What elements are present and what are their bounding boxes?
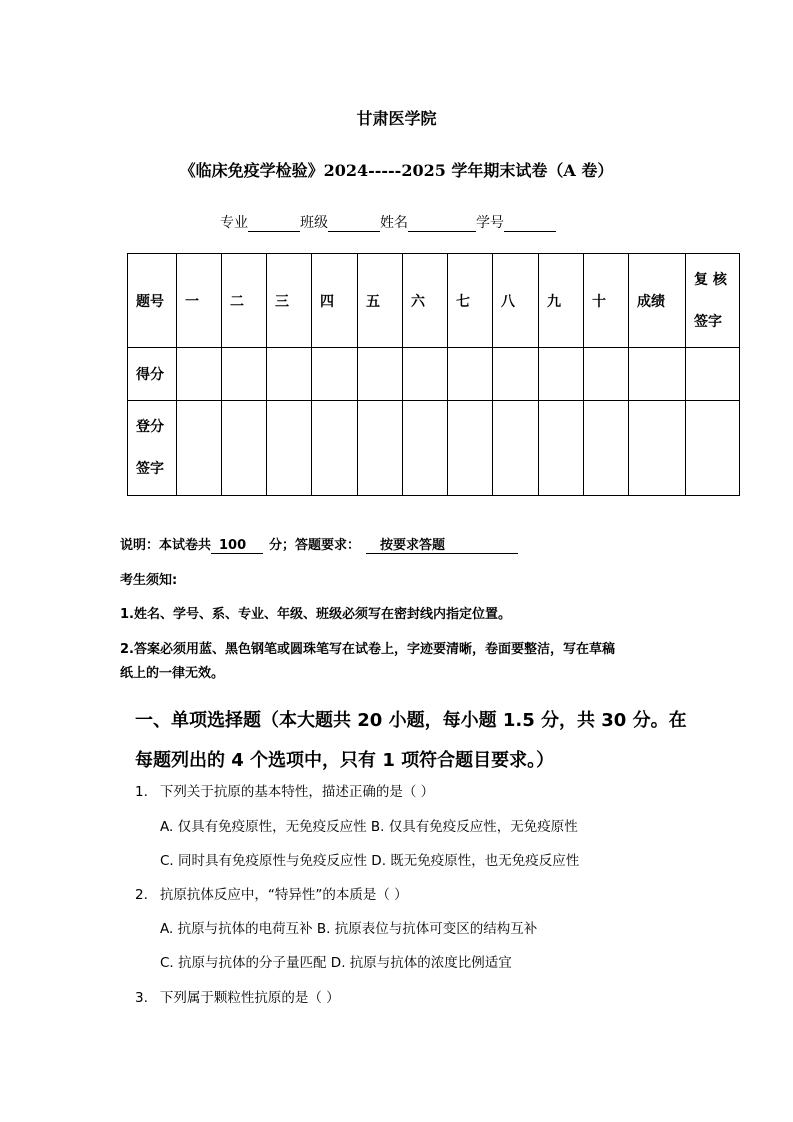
header-cell: 三 [267,254,312,348]
score-cell[interactable] [312,348,358,401]
signer-row-label [128,401,177,496]
header-cell: 五 [358,254,403,348]
signer-cell[interactable] [222,401,267,496]
notice-item-1: 1.姓名、学号、系、专业、年级、班级必须写在密封线内指定位置。 [120,607,511,622]
student-id-field[interactable] [504,217,556,232]
name-field[interactable] [408,217,476,232]
signer-cell[interactable] [177,401,222,496]
notice-title: 考生须知: [120,573,178,588]
description-mid: 分；答题要求： [269,538,361,553]
question-stem: 下列关于抗原的基本特性，描述正确的是（ ） [159,784,435,800]
question-2-options-cd: C. 抗原与抗体的分子量匹配 D. 抗原与抗体的浓度比例适宜 [160,955,512,971]
answer-requirement: 按要求答题 [366,534,518,554]
notice-item-2: 2.答案必须用蓝、黑色钢笔或圆珠笔写在试卷上，字迹要清晰，卷面要整洁，写在草稿 [120,642,615,657]
score-row-label: 得分 [128,348,177,401]
score-cell[interactable] [629,348,686,401]
table-row [128,401,740,496]
student-info-line [220,212,556,232]
table-row [128,254,740,348]
total-score: 100 [211,538,263,554]
header-cell: 四 [312,254,358,348]
school-name: 甘肃医学院 [356,109,437,128]
header-cell: 一 [177,254,222,348]
header-cell: 十 [584,254,629,348]
score-cell[interactable] [493,348,539,401]
question-2 [135,883,408,903]
signer-cell[interactable] [539,401,584,496]
question-1-options-cd: C. 同时具有免疫原性与免疫反应性 D. 既无免疫原性，也无免疫反应性 [160,853,580,869]
class-field[interactable] [328,217,380,232]
score-cell[interactable] [448,348,493,401]
signer-cell[interactable] [493,401,539,496]
question-stem: 下列属于颗粒性抗原的是（ ） [159,990,340,1006]
sign-label: 签字 [694,313,722,330]
header-cell: 二 [222,254,267,348]
score-cell[interactable] [686,348,740,401]
header-cell: 成绩 [629,254,686,348]
label-line: 签字 [136,461,164,477]
score-cell[interactable] [267,348,312,401]
notice-item-2-cont: 纸上的一律无效。 [120,666,225,681]
exam-title: 《临床免疫学检验》2024-----2025 学年期末试卷（A 卷） [179,161,614,180]
score-cell[interactable] [403,348,448,401]
section-heading: 一、单项选择题（本大题共 20 小题，每小题 1.5 分，共 30 分。在 [135,710,687,731]
major-field[interactable] [248,217,300,232]
signer-cell[interactable] [267,401,312,496]
question-2-options-ab: A. 抗原与抗体的电荷互补 B. 抗原表位与抗体可变区的结构互补 [160,921,538,937]
header-cell: 七 [448,254,493,348]
score-table [127,253,740,496]
signer-cell[interactable] [584,401,629,496]
description-prefix: 说明：本试卷共 [120,538,212,553]
name-label: 姓名 [380,215,408,231]
header-cell-review [686,254,740,348]
student-id-label: 学号 [476,215,504,231]
exam-description [120,534,518,554]
question-number: 1. [135,784,148,800]
question-number: 3. [135,990,148,1006]
score-cell[interactable] [177,348,222,401]
score-cell[interactable] [584,348,629,401]
header-cell: 六 [403,254,448,348]
label-line: 登分 [136,419,164,435]
score-cell[interactable] [539,348,584,401]
header-cell: 八 [493,254,539,348]
table-row [128,348,740,401]
question-stem: 抗原抗体反应中，“特异性”的本质是（ ） [159,887,408,903]
signer-cell[interactable] [686,401,740,496]
section-heading-cont: 每题列出的 4 个选项中，只有 1 项符合题目要求。） [135,750,555,771]
question-1-options-ab: A. 仅具有免疫原性，无免疫反应性 B. 仅具有免疫反应性，无免疫原性 [160,819,578,835]
question-1 [135,780,434,800]
signer-cell[interactable] [629,401,686,496]
signer-cell[interactable] [312,401,358,496]
review-label: 复 核 [694,271,727,288]
signer-cell[interactable] [358,401,403,496]
question-3 [135,986,340,1006]
signer-cell[interactable] [403,401,448,496]
score-cell[interactable] [222,348,267,401]
header-cell: 九 [539,254,584,348]
class-label: 班级 [300,215,328,231]
question-number: 2. [135,887,148,903]
major-label: 专业 [220,215,248,231]
signer-cell[interactable] [448,401,493,496]
header-cell: 题号 [128,254,177,348]
score-cell[interactable] [358,348,403,401]
